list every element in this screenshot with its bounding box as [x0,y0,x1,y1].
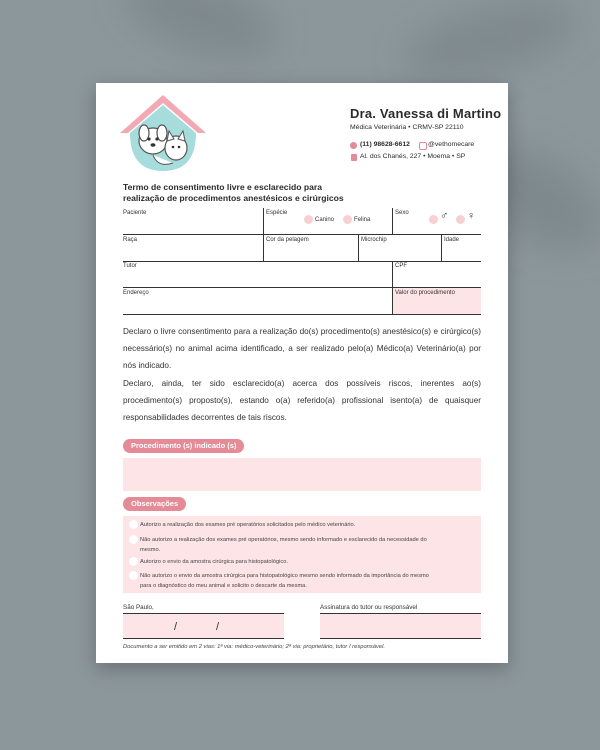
label-especie: Espécie [266,210,288,216]
label-cor: Cor da pelagem [266,237,309,243]
divider [263,208,264,234]
obs-checkbox[interactable] [129,535,138,544]
consent-paragraph-2: Declaro, ainda, ter sido esclarecido(a) acerca dos possíveis riscos, inerentes ao(s) procedimento(s) proposto(s), estando o(a) referido(a) profissional isento(a) de quaisquer responsabilidades decorrentes de tais riscos. [123,379,481,423]
divider [392,208,393,234]
signature-line-bottom [320,638,481,639]
male-radio[interactable] [429,215,438,224]
procedimento-field[interactable] [123,458,481,491]
divider [392,288,393,314]
obs-checkbox[interactable] [129,520,138,529]
signature-field[interactable] [320,614,481,638]
leaf-shadow [395,0,584,92]
male-icon: ♂ [440,210,449,222]
label-microchip: Microchip [361,237,387,243]
whatsapp-icon [350,142,357,149]
doctor-name: Dra. Vanessa di Martino [350,106,502,121]
tutor-signature-label: Assinatura do tutor ou responsável [320,604,418,611]
label-endereco: Endereço [123,290,149,296]
obs-item: Não autorizo o envio da amostra cirúrgica para histopatológico mesmo sendo informado da importância do mesmo para o diagnóstico do meu animal e solicito o descarte da mesma. [140,573,429,589]
consent-form-paper [96,83,508,663]
obs-item: Não autorizo a realização dos exames pré operatórios, mesmo sendo informado e esclarecido da necessidade do mesmo. [140,537,427,553]
obs-checkbox[interactable] [129,557,138,566]
label-sexo: Sexo [395,210,409,216]
row-line [123,261,481,262]
phone-number: (11) 98628-6612 [360,141,410,148]
label-raca: Raça [123,237,138,243]
doctor-subtitle: Médica Veterinária • CRMV-SP 22110 [350,124,464,131]
observacoes-heading: Observações [123,497,186,511]
instagram-handle: @vethomecare [428,141,475,148]
divider [263,235,264,261]
date-field[interactable] [123,614,284,638]
label-canino: Canino [315,217,335,223]
address: Al. dos Chanés, 227 • Moema • SP [360,153,466,160]
label-idade: Idade [444,237,460,243]
divider [358,235,359,261]
row-line [123,234,481,235]
leaf-shadow [113,0,287,75]
obs-item: Autorizo a realização dos exames pré operatórios solicitados pelo médico veterinário. [140,522,356,528]
obs-checkbox[interactable] [129,571,138,580]
pet-house-logo [118,93,208,175]
divider [392,261,393,287]
label-felino: Felina [354,217,371,223]
label-tutor: Tutor [123,263,137,269]
felino-radio[interactable] [343,215,352,224]
date-separator: / [216,621,220,633]
female-icon: ♀ [467,210,476,222]
procedimento-heading: Procedimento (s) indicado (s) [123,439,244,453]
obs-item: Autorizo o envio da amostra cirúrgica para histopatológico. [140,559,288,565]
date-separator: / [174,621,178,633]
form-title-line2: realização de procedimentos anestésicos e cirúrgicos [123,193,344,203]
canino-radio[interactable] [304,215,313,224]
instagram-icon [419,142,427,150]
city-label: São Paulo, [123,604,154,611]
label-paciente: Paciente [123,210,147,216]
label-valor: Valor do procedimento [395,290,455,296]
row-line [123,314,481,315]
footer-note: Documento a ser emitido em 2 vias: 1ª via: médico-veterinário; 2ª via: proprietário, tutor / responsável. [123,644,386,650]
female-radio[interactable] [456,215,465,224]
divider [441,235,442,261]
location-icon [351,154,357,161]
consent-paragraph-1: Declaro o livre consentimento para a realização do(s) procedimento(s) anestésico(s) e cirúrgico(s) necessário(s) no animal acima identificado, a ser realizado pelo(a) Médico(a) Veterinário(a) por nós indicado. [123,327,481,371]
form-title-line1: Termo de consentimento livre e esclarecido para [123,182,323,192]
date-line-bottom [123,638,284,639]
label-cpf: CPF [395,263,407,269]
